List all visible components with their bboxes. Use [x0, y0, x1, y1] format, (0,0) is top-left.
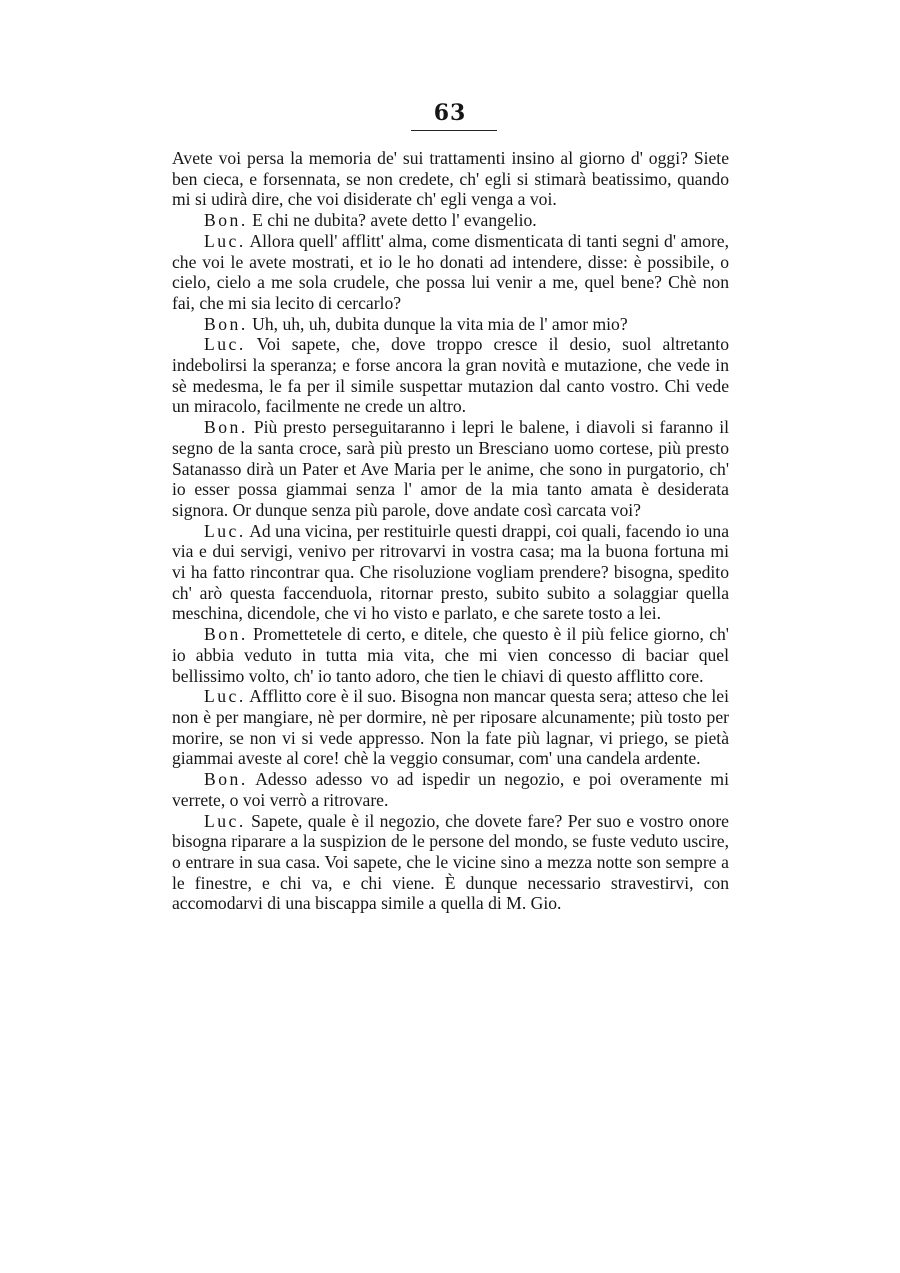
- paragraph-text: Ad una vicina, per restituirle questi drappi, coi quali, facendo io una via e dui servigi, venivo per ritrovarvi in vostra casa; ma la buona fortuna mi vi ha fatto rincontrar qua. Che risoluzione vogliam prendere? bisogna, spedito ch' arò questa faccenduola, ritornar presto, subito subito a solaggiar quella meschina, dicendole, che vi ho visto e parlato, e che sarete tosto a lei.: [172, 520, 729, 624]
- paragraph: [172, 686, 729, 769]
- paragraph: [172, 811, 729, 915]
- speaker-label: Luc.: [204, 334, 246, 355]
- paragraph-text: Più presto perseguitaranno i lepri le balene, i diavoli si faranno il segno de la santa croce, sarà più presto un Bresciano uomo cortese, più presto Satanasso dirà un Pater et Ave Maria per le anime, che sono in purgatorio, ch' io esser possa giammai senza l' amor de la mia tanto amata è desiderata signora. Or dunque senza più parole, dove andate così carcata voi?: [172, 417, 729, 520]
- paragraph: [172, 769, 729, 810]
- paragraph-text: Promettetele di certo, e ditele, che questo è il più felice giorno, ch' io abbia veduto in tutta mia vita, che mi vien concesso di baciar quel bellissimo volto, ch' io tanto adoro, che tien le chiavi di questo afflitto core.: [172, 624, 729, 686]
- paragraph: [172, 231, 729, 314]
- paragraph: [172, 148, 729, 210]
- paragraph-text: Adesso adesso vo ad ispedir un negozio, e poi overamente mi verrete, o voi verrò a ritrovare.: [172, 769, 729, 810]
- paragraph-text: Voi sapete, che, dove troppo cresce il desio, suol altretanto indebolirsi la speranza; e forse ancora la gran novità e mutazione, che vede in sè medesma, le fa per il simile suspettar mutazion dal canto vostro. Chi vede un miracolo, facilmente ne crede un altro.: [172, 334, 729, 417]
- speaker-label: Luc.: [204, 686, 246, 707]
- paragraph: [172, 624, 729, 686]
- paragraph-text: Avete voi persa la memoria de' sui trattamenti insino al giorno d' oggi? Siete ben cieca, e forsennata, se non credete, ch' egli si stimarà beatissimo, quando mi si udirà dire, che voi disiderate ch' egli venga a voi.: [172, 148, 729, 210]
- speaker-label: Bon.: [204, 210, 248, 231]
- paragraph-text: Sapete, quale è il negozio, che dovete fare? Per suo e vostro onore bisogna riparare a la suspizion de le persone del mondo, se fuste veduto uscire, o entrare in sua casa. Voi sapete, che le vicine sino a mezza notte son sempre a le finestre, e chi va, e chi viene. È dunque necessario stravestirvi, con accomodarvi di una biscappa simile a quella di M. Gio.: [172, 810, 729, 914]
- page-number: 63: [433, 100, 467, 126]
- paragraph-text: Uh, uh, uh, dubita dunque la vita mia de l' amor mio?: [252, 313, 628, 334]
- paragraph: [172, 521, 729, 625]
- paragraph: [172, 334, 729, 417]
- speaker-label: Luc.: [204, 810, 246, 831]
- paragraph: [172, 210, 729, 231]
- paragraph-text: E chi ne dubita? avete detto l' evangelio.: [252, 210, 537, 231]
- paragraph: [172, 417, 729, 521]
- header-rule: [411, 130, 497, 131]
- speaker-label: Luc.: [204, 520, 246, 541]
- dialogue-text: [172, 148, 729, 914]
- paragraph-text: Afflitto core è il suo. Bisogna non mancar questa sera; atteso che lei non è per mangiare, nè per dormire, nè per riposare alcunamente; più tosto per morire, se non vi si vede appresso. Non la fate più lagnar, vi priego, se pietà giammai aveste al core! chè la veggio consumar, com' una candela ardente.: [172, 686, 729, 769]
- speaker-label: Bon.: [204, 624, 248, 645]
- paragraph: [172, 314, 729, 335]
- speaker-label: Bon.: [204, 313, 248, 334]
- speaker-label: Bon.: [204, 769, 248, 790]
- speaker-label: Bon.: [204, 417, 248, 438]
- speaker-label: Luc.: [204, 230, 246, 251]
- paragraph-text: Allora quell' afflitt' alma, come dismenticata di tanti segni d' amore, che voi le avete mostrati, et io le ho donati ad intendere, disse: è possibile, o cielo, cielo a me sola crudele, che possa lui venir a me, quel bene? Chè non fai, che mi sia lecito di cercarlo?: [172, 230, 729, 313]
